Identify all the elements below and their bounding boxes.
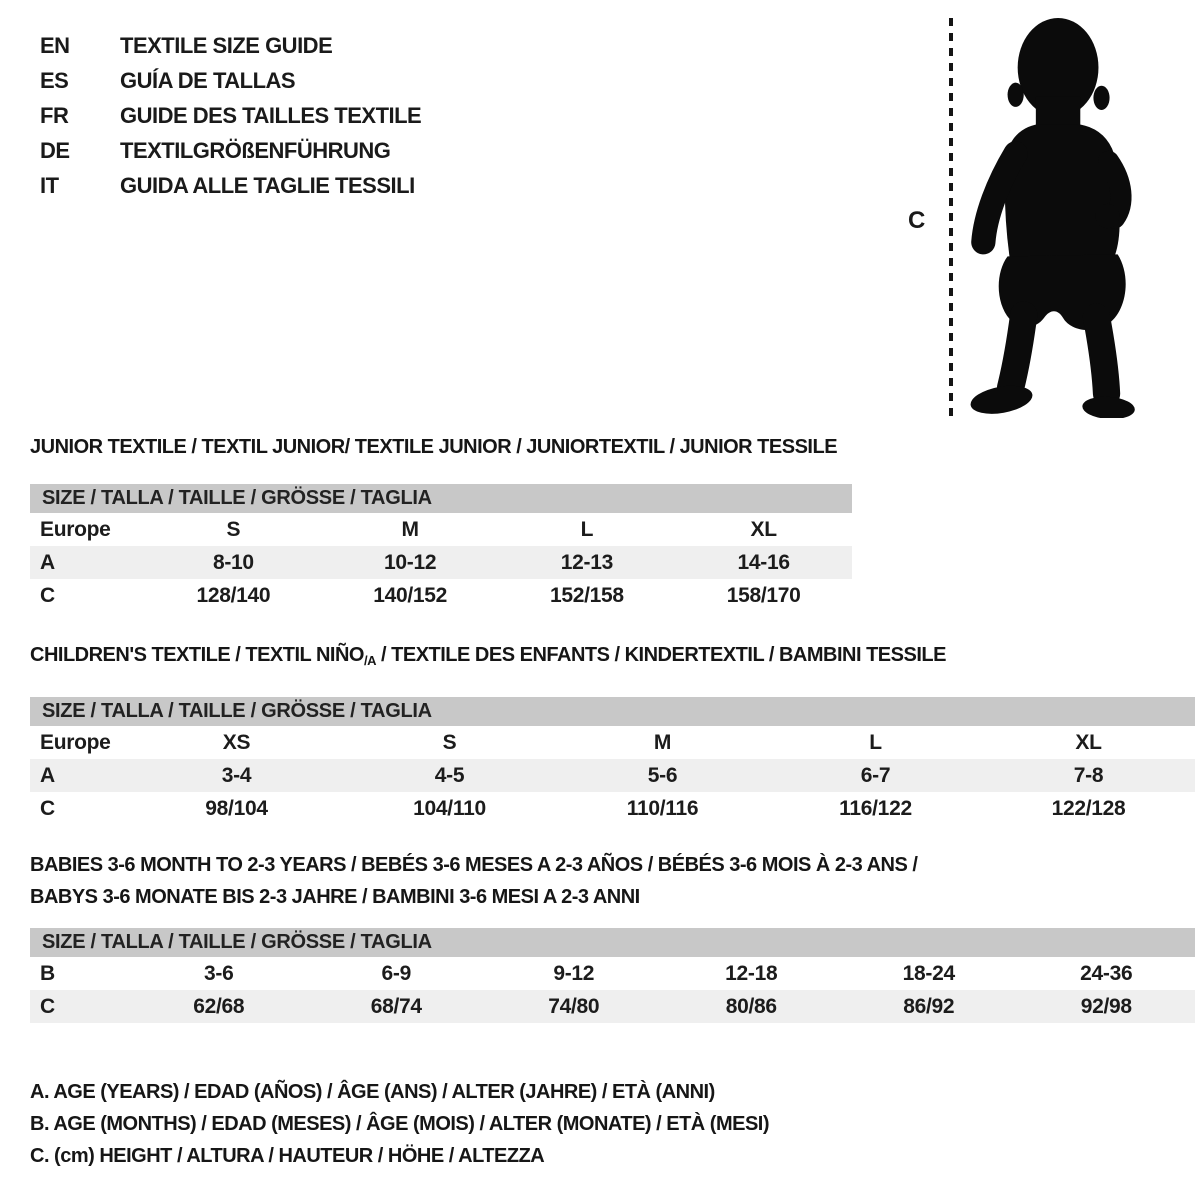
age-cell: 6-7: [769, 759, 982, 792]
children-section-title: [30, 644, 1195, 672]
babies-size-header-bar: SIZE / TALLA / TAILLE / GRÖSSE / TAGLIA: [30, 928, 1195, 957]
table-row: [30, 957, 1195, 990]
age-cell: 5-6: [556, 759, 769, 792]
age-cell: 3-4: [130, 759, 343, 792]
age-cell: 12-13: [499, 546, 676, 579]
children-size-header-bar: SIZE / TALLA / TAILLE / GRÖSSE / TAGLIA: [30, 697, 1195, 726]
junior-size-table: [30, 513, 852, 612]
age-cell: 18-24: [902, 961, 955, 985]
table-row: [30, 726, 1195, 759]
language-row-de: [40, 133, 421, 168]
language-code: DE: [40, 137, 70, 163]
table-row: [30, 990, 1195, 1023]
children-title-main: CHILDREN'S TEXTILE / TEXTIL NIÑO: [30, 644, 364, 666]
row-label: Europe: [40, 730, 111, 754]
age-cell: 8-10: [145, 546, 322, 579]
guide-title-it: GUIDA ALLE TAGLIE TESSILI: [120, 172, 415, 198]
age-cell: 7-8: [982, 759, 1195, 792]
row-label: C: [40, 796, 55, 820]
babies-title-line-2: BABYS 3-6 MONATE BIS 2-3 JAHRE / BAMBINI 3-6 MESI A 2-3 ANNI: [30, 886, 640, 908]
age-cell: 4-5: [343, 759, 556, 792]
row-label: C: [30, 990, 130, 1023]
children-title-rest: / TEXTILE DES ENFANTS / KINDERTEXTIL / BAMBINI TESSILE: [375, 644, 946, 666]
height-cell: 104/110: [413, 796, 486, 820]
row-label: C: [40, 583, 55, 607]
language-row-it: [40, 168, 421, 203]
size-cell: L: [869, 730, 882, 754]
legend-age-years: A. AGE (YEARS) / EDAD (AÑOS) / ÂGE (ANS) / ALTER (JAHRE) / ETÀ (ANNI): [30, 1081, 715, 1103]
language-row-es: [40, 63, 421, 98]
age-cell: 9-12: [553, 961, 595, 985]
height-cell: 110/116: [626, 796, 699, 820]
height-cell: 62/68: [130, 990, 308, 1023]
size-cell: L: [580, 517, 594, 541]
age-cell: 12-18: [725, 961, 778, 985]
row-label: A: [30, 759, 130, 792]
height-cell: 92/98: [1018, 990, 1196, 1023]
table-row: [30, 579, 852, 612]
height-cell: 86/92: [840, 990, 1018, 1023]
babies-size-table: [30, 957, 1195, 1023]
size-cell: XL: [750, 517, 777, 541]
guide-title-es: GUÍA DE TALLAS: [120, 67, 296, 93]
language-code: ES: [40, 67, 69, 93]
size-cell: S: [226, 517, 241, 541]
language-row-fr: [40, 98, 421, 133]
junior-section: [30, 436, 852, 612]
table-row: [30, 759, 1195, 792]
row-label: B: [40, 961, 55, 985]
table-row: [30, 546, 852, 579]
babies-section: [30, 849, 1195, 1023]
height-cell: 152/158: [549, 583, 624, 607]
height-cell: 128/140: [196, 583, 271, 607]
height-cell: 68/74: [308, 990, 486, 1023]
guide-title-en: TEXTILE SIZE GUIDE: [120, 32, 333, 58]
height-figure: [900, 0, 1160, 430]
row-label: Europe: [40, 517, 111, 541]
size-cell: XL: [1075, 730, 1102, 754]
height-cell: 122/128: [1051, 796, 1126, 820]
height-cell: 74/80: [485, 990, 663, 1023]
age-cell: 6-9: [381, 961, 411, 985]
height-cell: 140/152: [373, 583, 448, 607]
size-cell: M: [401, 517, 419, 541]
babies-title-line-1: BABIES 3-6 MONTH TO 2-3 YEARS / BEBÉS 3-6 MESES A 2-3 AÑOS / BÉBÉS 3-6 MOIS À 2-3 ANS /: [30, 854, 918, 876]
height-cell: 80/86: [663, 990, 841, 1023]
babies-section-title: [30, 849, 1195, 913]
height-cell: 116/122: [839, 796, 912, 820]
age-cell: 14-16: [675, 546, 852, 579]
children-section: [30, 644, 1195, 825]
height-cell: 98/104: [205, 796, 268, 820]
children-title-subscript: /A: [363, 653, 376, 668]
age-cell: 24-36: [1080, 961, 1133, 985]
legend-age-months: B. AGE (MONTHS) / EDAD (MESES) / ÂGE (MOIS) / ALTER (MONATE) / ETÀ (MESI): [30, 1113, 770, 1135]
junior-size-header-bar: SIZE / TALLA / TAILLE / GRÖSSE / TAGLIA: [30, 484, 852, 513]
language-code: EN: [40, 32, 70, 58]
height-cell: 158/170: [726, 583, 801, 607]
legend-height-cm: C. (cm) HEIGHT / ALTURA / HAUTEUR / HÖHE / ALTEZZA: [30, 1145, 545, 1167]
table-row: [30, 792, 1195, 825]
size-cell: M: [653, 730, 672, 754]
guide-title-de: TEXTILGRÖßENFÜHRUNG: [120, 137, 391, 163]
row-label: A: [30, 546, 145, 579]
junior-section-title: JUNIOR TEXTILE / TEXTIL JUNIOR/ TEXTILE JUNIOR / JUNIORTEXTIL / JUNIOR TESSILE: [30, 436, 838, 458]
guide-title-fr: GUIDE DES TAILLES TEXTILE: [120, 102, 422, 128]
height-measure-label: C: [908, 207, 926, 234]
age-cell: 3-6: [204, 961, 234, 985]
language-code: IT: [40, 172, 59, 198]
legend-block: [30, 1076, 769, 1172]
toddler-silhouette-icon: [963, 14, 1139, 418]
height-measure-dashed-line: [949, 18, 953, 416]
language-code: FR: [40, 102, 69, 128]
language-row-en: [40, 28, 421, 63]
children-size-table: [30, 726, 1195, 825]
size-cell: S: [442, 730, 457, 754]
age-cell: 10-12: [322, 546, 499, 579]
size-cell: XS: [222, 730, 251, 754]
table-row: [30, 513, 852, 546]
language-title-block: [40, 28, 421, 203]
